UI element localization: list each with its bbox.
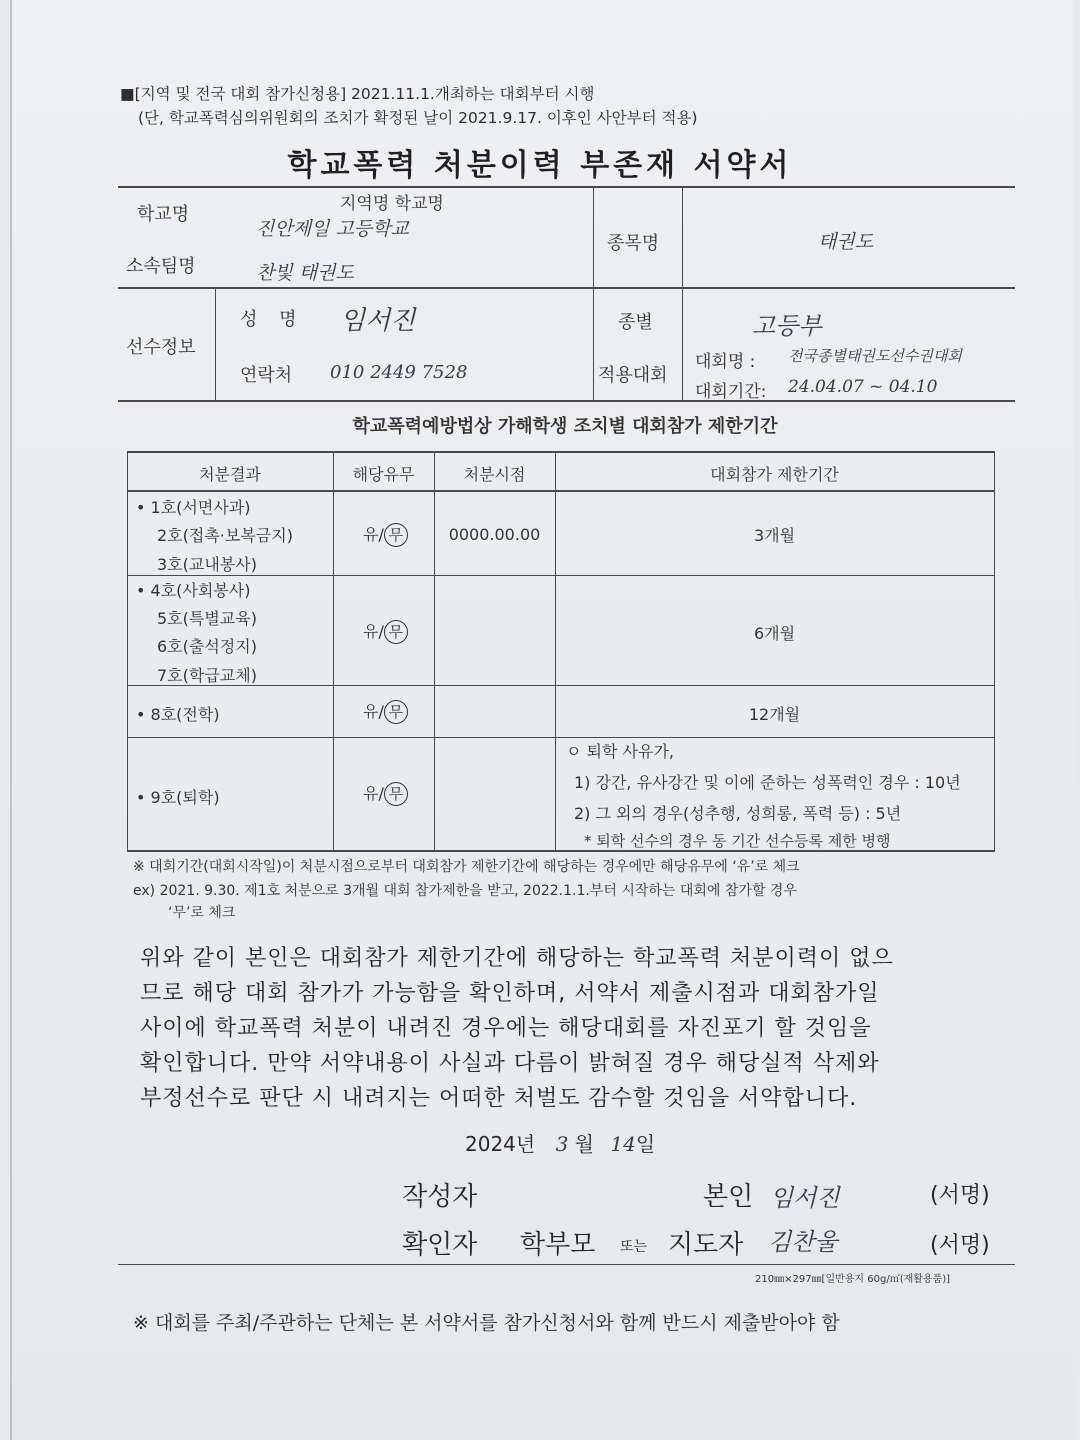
row2-applicable [363,619,408,644]
date-day-value: 14 [610,1132,636,1156]
right-label-divider [682,187,683,400]
table-right-border [994,451,995,852]
note-2: ex) 2021. 9.30. 제1호 처분으로 3개월 대회 참가제한을 받고, 2022.1.1.부터 시작하는 대회에 참가할 경우 [133,883,797,899]
player-label-divider [215,288,216,400]
or-label: 또는 [620,1239,648,1255]
gender-label: 종별 [618,312,653,333]
row4-item-1: • 9호(퇴학) [136,788,220,807]
sport-value: 태권도 [818,231,874,253]
row1-applicable [363,522,408,547]
coach-seal: (서명) [930,1233,990,1258]
notice-line-2: (단, 학교폭력심의위원회의 조치가 확정된 날이 2021.9.17. 이후인 사안부터 적용) [138,109,698,127]
pledge-line-2: 므로 해당 대회 참가가 가능함을 확인하며, 서약서 제출시점과 대회참가일 [140,981,880,1006]
coach-label: 지도자 [668,1230,744,1260]
row2-item-3: 6호(출석정지) [157,637,257,656]
date-month-label: 월 [574,1132,594,1156]
date-month-value: 3 [555,1132,569,1156]
team-label: 소속팀명 [126,256,196,277]
row2-item-2: 5호(특별교육) [157,609,257,628]
pledge-line-1: 위와 같이 본인은 대회참가 제한기간에 해당하는 학교폭력 처분이력이 없으 [140,946,894,971]
region-school-label: 지역명 학교명 [340,194,444,214]
row4-limit-line-4: * 퇴학 선수의 경우 동 기간 선수등록 제한 병행 [584,832,891,850]
table-top-border [127,451,995,453]
bottom-rule [118,1264,1015,1265]
self-seal: (서명) [930,1183,990,1208]
center-divider [593,187,594,400]
school-value: 진안제일 고등학교 [256,218,409,240]
confirm-label: 확인자 [402,1230,478,1260]
table-row2-border [127,685,995,686]
info-bottom-border [118,400,1015,402]
table-col1-divider [333,451,334,852]
paper-spec: 210㎜×297㎜[일반용지 60g/㎡(재활용품)] [755,1274,951,1285]
info-mid-border [118,287,1015,289]
event-label: 적용대회 [598,365,668,386]
date-day-label: 일 [635,1132,656,1156]
table-row1-border [127,575,995,576]
table-row3-border [127,737,995,738]
table-heading: 학교폭력예방법상 가해학생 조치별 대회참가 제한기간 [352,416,778,437]
row1-no-circled: 무 [384,523,408,547]
sport-label: 종목명 [607,233,660,254]
row1-limit: 3개월 [753,526,796,545]
row1-item-2: 2호(접촉·보복금지) [157,526,293,545]
info-top-border [118,186,1015,188]
table-col2-divider [434,451,435,852]
row2-limit: 6개월 [753,624,796,643]
pledge-line-3: 사이에 학교폭력 처분이 내려진 경우에는 해당대회를 자진포기 할 것임을 [140,1016,872,1041]
row3-yes: 유/ [363,702,384,721]
row2-item-4: 7호(학급교체) [157,666,257,685]
footer-note: ※ 대회를 주최/주관하는 단체는 본 서약서를 참가신청서와 함께 반드시 제출받아야 함 [133,1312,840,1334]
coach-name: 김찬울 [768,1228,838,1256]
event-period-value: 24.04.07 ~ 04.10 [788,377,938,397]
row1-yes: 유/ [363,525,384,544]
row3-no-circled: 무 [384,700,408,724]
table-header-border [127,490,995,492]
row4-limit-line-3: 2) 그 외의 경우(성추행, 성희롱, 폭력 등) : 5년 [574,804,902,823]
school-label: 학교명 [137,204,190,225]
header-result: 처분결과 [199,465,261,484]
header-applicable: 해당유무 [352,465,415,484]
header-date: 처분시점 [463,465,526,484]
row4-limit-line-2: 1) 강간, 유사강간 및 이에 준하는 성폭력인 경우 : 10년 [574,773,961,792]
event-period-label: 대회기간: [695,382,767,402]
row4-limit-line-1: ㅇ 퇴학 사유가, [566,742,674,761]
row1-date: 0000.00.00 [448,525,541,544]
table-col3-divider [555,451,556,852]
row1-item-3: 3호(교내봉사) [157,555,257,574]
pledge-line-5: 부정선수로 판단 시 내려지는 어떠한 처벌도 감수할 것임을 서약합니다. [140,1086,858,1111]
row3-limit: 12개월 [748,705,801,724]
row3-item-1: • 8호(전학) [136,705,220,724]
self-label: 본인 [703,1182,754,1212]
row4-applicable [363,781,408,806]
self-name: 임서진 [770,1184,840,1212]
date-year: 2024년 [465,1132,536,1156]
writer-label: 작성자 [402,1182,478,1212]
event-name-value: 전국종별태권도선수권대회 [788,347,962,365]
row2-item-1: • 4호(사회봉사) [136,581,251,600]
parent-label: 학부모 [520,1230,596,1260]
contact-label: 연락처 [240,365,293,386]
event-name-label: 대회명 : [695,352,756,372]
note-3: ‘무’로 체크 [168,905,236,921]
pledge-date [465,1128,655,1157]
contact-value: 010 2449 7528 [330,362,468,383]
document-title: 학교폭력 처분이력 부존재 서약서 [287,148,793,183]
header-limit: 대회참가 제한기간 [710,465,839,484]
row2-no-circled: 무 [384,620,408,644]
note-1: ※ 대회기간(대회시작일)이 처분시점으로부터 대회참가 제한기간에 해당하는 경우에만 해당유무에 ‘유’로 체크 [133,859,800,875]
row4-yes: 유/ [363,784,384,803]
row2-yes: 유/ [363,622,384,641]
pledge-line-4: 확인합니다. 만약 서약내용이 사실과 다름이 밝혀질 경우 해당실적 삭제와 [140,1051,880,1076]
player-info-label: 선수정보 [126,337,196,358]
row4-no-circled: 무 [384,782,408,806]
team-value: 찬빛 태권도 [256,262,354,284]
row3-applicable [363,699,408,724]
row1-item-1: • 1호(서면사과) [136,498,251,517]
name-value: 임서진 [340,306,416,336]
pledge-paragraph [140,941,1000,1116]
gender-value: 고등부 [752,312,822,340]
table-left-border [127,451,128,852]
name-label: 성 명 [240,309,305,330]
notice-line-1: ■[지역 및 전국 대회 참가신청용] 2021.11.1.개최하는 대회부터 시행 [120,85,595,103]
